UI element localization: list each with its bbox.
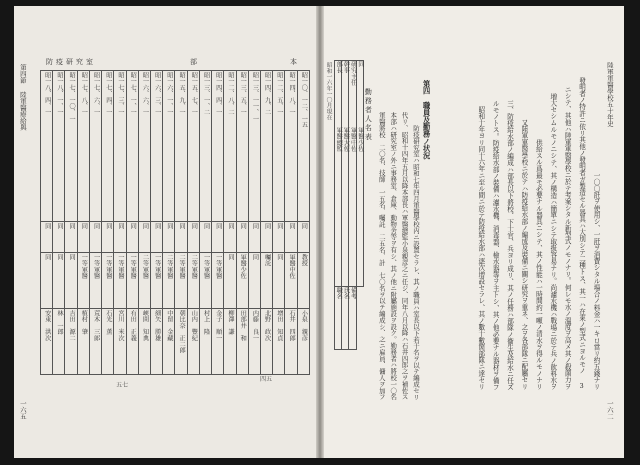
cell-date — [297, 71, 309, 222]
cell-stat — [248, 222, 260, 253]
cell-rank — [236, 253, 248, 309]
cell-date — [260, 71, 272, 222]
right-page-number: 一六二 — [605, 400, 614, 420]
cell-name — [89, 309, 101, 375]
cell-text-name: 内藤 良一 — [251, 310, 259, 341]
cell-name — [102, 309, 114, 375]
cell-date — [41, 71, 53, 222]
cell-text-name: 村上 隆 — [202, 310, 210, 335]
cell-text-rank: 同 — [275, 254, 283, 261]
cell-text-date: 昭一五、九、一 — [178, 72, 186, 116]
cell-text-stat: 同 — [165, 223, 173, 230]
staff-roster-table — [40, 70, 310, 375]
header-group-3: 本 — [290, 58, 297, 66]
cell-text-name: 田部井 和 — [239, 310, 247, 341]
cell-rank — [65, 253, 77, 309]
cell-text-name: 宮川 米次 — [117, 310, 125, 341]
cell-text-date: 昭一三、一、二 — [202, 72, 210, 116]
cell-text-name: 植村 肇 — [80, 310, 88, 335]
cell-name — [65, 309, 77, 375]
cell-text-name: 荒木 三郎 — [92, 310, 100, 341]
cell-text-date: 昭一四、四、一 — [214, 72, 222, 116]
text-line: 代リ、昭和十四年五月以降本部長ハ軍醫總監小泉親彦之ニ任ジ、同年八月以降ハ石井四郎之ヲ補佐ス — [400, 112, 409, 400]
text-line: 三、防疫給水部ノ編成ハ部長以下將校、下士官、兵ヨリ成リ、其ノ任務ハ部隊ノ衞生及給水ニ任ズ — [505, 99, 514, 390]
cell-text-date: 昭一二、五、一 — [275, 72, 283, 116]
small-table-cell — [356, 61, 363, 287]
text-line: 増大セシムルモノニシテ、其ノ構造ハ簡單ニシテ取扱容易ナリ。尚濾水機ハ戰場ニ於テ兵ノ飮料水ヲ — [548, 93, 557, 390]
cell-stat — [260, 222, 272, 253]
cell-name — [224, 309, 236, 375]
cell-text-rank: 一等軍醫 — [117, 254, 125, 279]
small-table-header-cell — [349, 286, 356, 349]
cell-text-rank: 同 — [43, 254, 51, 261]
cell-text-rank: 二等軍醫 — [190, 254, 198, 279]
cell-name — [150, 309, 162, 375]
staff-table-title: 勤務者人名表 — [364, 88, 373, 142]
cell-text-date: 昭一七、四、一 — [104, 72, 112, 116]
cell-text-rank: 同 — [251, 254, 259, 261]
small-table-header-cell — [342, 286, 349, 349]
cell-text-rank: 一等軍醫 — [104, 254, 112, 279]
top-paragraph — [450, 60, 600, 390]
cell-text-stat: 同 — [153, 223, 161, 230]
cell-text-rank: 一等軍醫 — [92, 254, 100, 279]
cell-date — [248, 71, 260, 222]
cell-stat — [53, 222, 65, 253]
cell-text-name: 吉田 源二 — [68, 310, 76, 341]
cell-date — [285, 71, 297, 222]
cell-name — [273, 309, 285, 375]
cell-rank — [199, 253, 211, 309]
cell-text-date: 昭一三、一一、一 — [251, 72, 259, 122]
cell-stat — [187, 222, 199, 253]
cell-text-date: 昭一〇、一二、一五 — [300, 72, 308, 128]
cell-text-name: 細矢 勝雄 — [153, 310, 161, 341]
cell-text-rank: 囑託 — [263, 254, 271, 267]
cell-rank — [285, 253, 297, 309]
cell-stat — [236, 222, 248, 253]
cell-text-stat: 同 — [226, 223, 234, 230]
cell-rank — [212, 253, 224, 309]
cell-text-name: 朝比奈 正二郎 — [178, 310, 186, 354]
cell-text-date: 昭一四、九、二 — [263, 72, 271, 116]
cell-date — [150, 71, 162, 222]
cell-date — [77, 71, 89, 222]
cell-rank — [77, 253, 89, 309]
cell-rank — [114, 253, 126, 309]
cell-text-stat: 同 — [117, 223, 125, 230]
small-cell-pos: 研究主任 — [349, 61, 357, 86]
cell-text-rank: 一等軍醫 — [153, 254, 161, 279]
column-number-1: 四五 — [260, 376, 273, 383]
cell-text-stat: 同 — [239, 223, 247, 230]
cell-stat — [175, 222, 187, 253]
cell-name — [297, 309, 309, 375]
cell-text-stat: 同 — [178, 223, 186, 230]
cell-date — [175, 71, 187, 222]
text-line: 本部ハ研究室ノ外ニ事務室、倉庫、動物舍等ヲ有シ、其ノ他ニ附屬施設ヲ設ク。勤務者ハ將校一〇名 — [389, 112, 398, 400]
cell-rank — [260, 253, 272, 309]
cell-date — [187, 71, 199, 222]
text-line: ルモノトス。防疫給水部ノ裝備ハ濾水機、消毒器、檢水器等ヲ主トシ、其ノ他必要ナル器材ヲ備フ — [491, 99, 500, 390]
text-line: 防疫研究室ハ昭和七年四月軍醫學校内ニ設置セラレ、其ノ職員ハ室長以下若干名ヲ以テ編成セリ — [412, 124, 420, 400]
small-staff-table — [334, 60, 364, 350]
cell-name — [53, 309, 65, 375]
cell-name — [77, 309, 89, 375]
cell-stat — [199, 222, 211, 253]
cell-text-rank: 教授 — [300, 254, 308, 267]
cell-text-name: 林 一郎 — [55, 310, 63, 335]
small-cell-name: 軍醫總監 — [335, 127, 343, 152]
grid-band-date — [41, 71, 310, 222]
cell-date — [102, 71, 114, 222]
cell-text-stat: 同 — [55, 223, 63, 230]
cell-text-stat: 同 — [68, 223, 76, 230]
left-page-number: 一六五 — [18, 400, 27, 420]
cell-text-rank: 同 — [226, 254, 234, 261]
cell-stat — [77, 222, 89, 253]
text-line: ニシテ、其他ハ陸軍軍醫學校ニ於テ考案シタル新型式ノモノナリ。何レモ水ノ溫度ヲ高メ其ノ殺菌力ヲ — [563, 86, 572, 390]
cell-text-stat: 同 — [104, 223, 112, 230]
cell-text-date: 昭一六、三、一 — [153, 72, 161, 116]
cell-rank — [297, 253, 309, 309]
cell-text-date: 昭一二、八、二 — [226, 72, 234, 116]
body-paragraph — [377, 70, 420, 400]
text-line: 又陸軍軍醫學校ニ於テハ防疫給水部ノ編成及裝備ニ關シ研究ヲ重ネ、之ヲ各部隊ニ配屬セリ — [519, 119, 528, 390]
left-side-label: 第四節 陸軍醫療給與 — [18, 64, 27, 131]
cell-rank — [248, 253, 260, 309]
cell-rank — [41, 253, 53, 309]
cell-text-date: 昭一六、六、一 — [141, 72, 149, 116]
cell-rank — [163, 253, 175, 309]
small-table-cell — [335, 61, 342, 287]
cell-rank — [53, 253, 65, 309]
cell-text-stat: 同 — [263, 223, 271, 230]
section-heading: 第四 職員及勤務ノ状況 — [422, 80, 432, 160]
cell-text-name: 石井 四郎 — [288, 310, 296, 341]
cell-date — [236, 71, 248, 222]
cell-name — [187, 309, 199, 375]
cell-name — [126, 309, 138, 375]
cell-date — [53, 71, 65, 222]
cell-rank — [150, 253, 162, 309]
cell-date — [114, 71, 126, 222]
cell-name — [163, 309, 175, 375]
cell-rank — [224, 253, 236, 309]
cell-stat — [150, 222, 162, 253]
cell-text-name: 有田 正義 — [129, 310, 137, 341]
cell-stat — [126, 222, 138, 253]
cell-text-date: 昭一五、七、一 — [190, 72, 198, 116]
cell-text-stat: 同 — [202, 223, 210, 230]
cell-stat — [102, 222, 114, 253]
staff-table-footnote: 昭和一六年一〇月現在 — [325, 62, 332, 120]
cell-date — [163, 71, 175, 222]
small-cell-name: 軍醫少佐 — [356, 127, 364, 152]
cell-date — [65, 71, 77, 222]
cell-text-name: 峽間 知典 — [141, 310, 149, 341]
book-gutter — [316, 6, 324, 458]
cell-name — [236, 309, 248, 375]
cell-text-rank: 一等軍醫 — [129, 254, 137, 279]
cell-text-date: 昭一七、一〇、一 — [68, 72, 76, 122]
grid-band-name — [41, 309, 310, 375]
cell-rank — [273, 253, 285, 309]
cell-text-name: 石光 薫 — [104, 310, 112, 335]
cell-text-name: 安東 洪次 — [43, 310, 51, 341]
cell-text-rank: 二等軍醫 — [178, 254, 186, 279]
small-header-text: 職名 — [335, 286, 343, 300]
cell-text-name: 山内 豐紀 — [190, 310, 198, 341]
cell-text-stat: 同 — [288, 223, 296, 230]
cell-stat — [273, 222, 285, 253]
cell-text-rank: 同 — [55, 254, 63, 261]
cell-text-name: 增田 知貞 — [275, 310, 283, 341]
cell-text-date: 昭一三、五、一 — [239, 72, 247, 116]
cell-date — [224, 71, 236, 222]
cell-text-stat: 同 — [80, 223, 88, 230]
small-cell-name: 軍醫中佐 — [349, 127, 357, 152]
cell-date — [138, 71, 150, 222]
text-line: 一〇〇瓩ヲ使用シ、一瓩ヲ消費シタル場合ノ料金ハ一キロ當リ約五錢ナリ — [592, 172, 600, 390]
cell-stat — [41, 222, 53, 253]
cell-date — [273, 71, 285, 222]
cell-text-name: 北野 政次 — [263, 310, 271, 341]
text-line: 3 發明者ノ特許ニ依リ其他ノ發明者ガ製造セル器具ハ大別シテ二種トス、其一ハ在來ノ型式ニヨルモノ — [577, 77, 586, 390]
cell-text-rank: 二等軍醫 — [141, 254, 149, 279]
grid-band-stat — [41, 222, 310, 253]
header-group-2: 部 — [190, 58, 197, 66]
small-cell-pos: 幹事 — [342, 61, 350, 74]
cell-stat — [138, 222, 150, 253]
cell-stat — [65, 222, 77, 253]
small-header-text: 備考 — [349, 286, 357, 300]
cell-text-date: 昭一八、四、一 — [43, 72, 51, 116]
grid-band-rank — [41, 253, 310, 309]
cell-text-rank: 軍醫中佐 — [288, 254, 296, 279]
cell-name — [199, 309, 211, 375]
cell-date — [199, 71, 211, 222]
cell-rank — [175, 253, 187, 309]
header-group-1: 防疫研究室 — [46, 58, 96, 66]
small-cell-pos: 同 — [356, 61, 364, 68]
small-table-row — [335, 61, 364, 287]
cell-rank — [89, 253, 101, 309]
cell-text-stat: 同 — [141, 223, 149, 230]
cell-text-name: 金子 順一 — [214, 310, 222, 341]
right-side-label: 陸軍軍醫學校五十年史 — [605, 62, 614, 127]
cell-text-stat: 同 — [300, 223, 308, 230]
column-number-2: 五七 — [116, 382, 129, 389]
cell-text-rank: 同 — [68, 254, 76, 261]
cell-name — [212, 309, 224, 375]
cell-date — [89, 71, 101, 222]
cell-stat — [212, 222, 224, 253]
cell-rank — [187, 253, 199, 309]
cell-text-name: 柳澤 謙 — [226, 310, 234, 335]
cell-text-rank: 一等軍醫 — [202, 254, 210, 279]
cell-stat — [89, 222, 101, 253]
cell-text-rank: 軍醫少佐 — [239, 254, 247, 279]
cell-stat — [285, 222, 297, 253]
cell-text-date: 昭一八、一、一 — [55, 72, 63, 116]
cell-name — [114, 309, 126, 375]
cell-text-date: 昭一七、三、一 — [117, 72, 125, 116]
small-header-text: 氏名 — [342, 286, 350, 300]
cell-text-date: 昭一七、一、一 — [129, 72, 137, 116]
cell-name — [285, 309, 297, 375]
text-line: 軍醫將校 二〇名、技師 一五名、囑託 二五名、計 七〇名ヲ以テ編成シ、之ニ雇員、傭人ヲ加フ — [377, 112, 386, 400]
cell-text-stat: 同 — [214, 223, 222, 230]
small-table-cell — [342, 61, 349, 287]
small-table-header-row — [335, 286, 364, 349]
text-line: 供給スル爲最モ必要ナル器具ニシテ、其ノ性能ハ一時間約一噸ノ清水ヲ得ルモノナリ — [534, 139, 543, 390]
cell-text-stat: 同 — [43, 223, 51, 230]
cell-text-date: 昭一七、六、一 — [92, 72, 100, 116]
small-cell-pos: 部長 — [335, 61, 343, 74]
cell-stat — [224, 222, 236, 253]
cell-text-rank: 一等軍醫 — [80, 254, 88, 279]
cell-stat — [114, 222, 126, 253]
cell-name — [175, 309, 187, 375]
cell-text-stat: 同 — [92, 223, 100, 230]
cell-text-stat: 同 — [129, 223, 137, 230]
small-table-cell — [349, 61, 356, 287]
cell-name — [138, 309, 150, 375]
cell-date — [212, 71, 224, 222]
cell-stat — [163, 222, 175, 253]
cell-stat — [297, 222, 309, 253]
cell-date — [126, 71, 138, 222]
text-line: 昭和十年ヨリ同十六年ニ至ル間ニ於テ防疫給水部ハ逐次增設セラレ、其ノ數十數箇部隊ニ達セリ — [476, 106, 485, 390]
small-table-header-cell — [335, 286, 342, 349]
small-cell-name: 軍醫大佐 — [342, 127, 350, 152]
table-header-band — [40, 56, 310, 68]
cell-rank — [102, 253, 114, 309]
cell-text-date: 昭一七、八、一 — [80, 72, 88, 116]
cell-text-name: 小泉 親彦 — [300, 310, 308, 341]
cell-rank — [138, 253, 150, 309]
cell-name — [41, 309, 53, 375]
cell-rank — [126, 253, 138, 309]
cell-text-rank: 一等軍醫 — [214, 254, 222, 279]
cell-text-stat: 同 — [275, 223, 283, 230]
cell-name — [248, 309, 260, 375]
cell-text-date: 昭一四、八、一 — [288, 72, 296, 116]
cell-name — [260, 309, 272, 375]
cell-text-date: 昭一六、一、一 — [165, 72, 173, 116]
cell-text-rank: 二等軍醫 — [165, 254, 173, 279]
cell-text-stat: 同 — [251, 223, 259, 230]
cell-text-name: 中留 金藏 — [165, 310, 173, 341]
cell-text-stat: 同 — [190, 223, 198, 230]
